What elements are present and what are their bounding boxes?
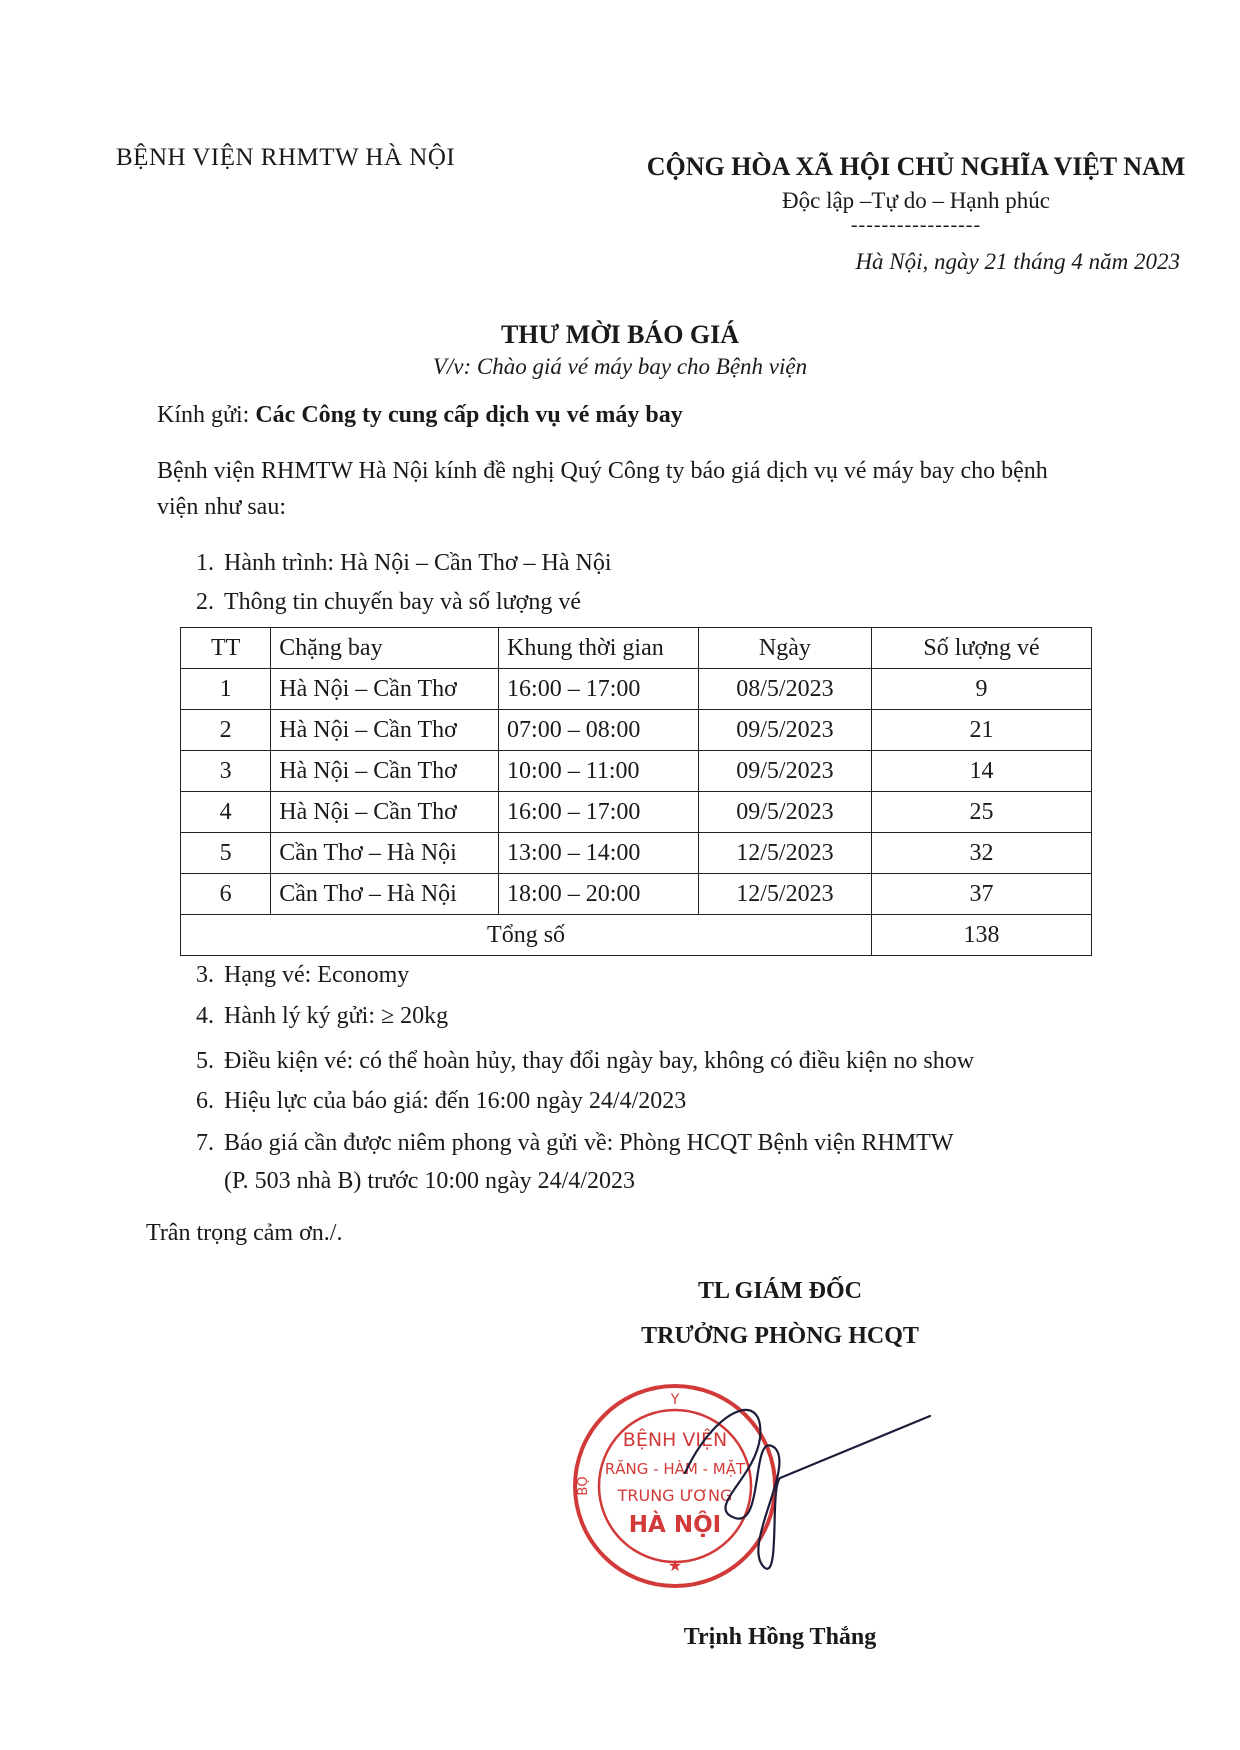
table-cell: 25: [872, 792, 1092, 833]
signatory-title: TL GIÁM ĐỐC: [697, 1278, 862, 1304]
table-cell: 14: [872, 751, 1092, 792]
seal-line-3: TRUNG ƯƠNG: [617, 1486, 733, 1505]
flight-table: [180, 627, 1092, 956]
table-cell: 1: [181, 669, 271, 710]
document-date: Hà Nội, ngày 21 tháng 4 năm 2023: [855, 249, 1180, 274]
column-header: Ngày: [698, 628, 871, 669]
table-cell: Cần Thơ – Hà Nội: [271, 874, 499, 915]
organization-name: BỆNH VIỆN RHMTW HÀ NỘI: [116, 144, 456, 171]
table-cell: 9: [872, 669, 1092, 710]
national-motto: Độc lập –Tự do – Hạnh phúc: [782, 188, 1050, 213]
table-cell: 3: [181, 751, 271, 792]
table-cell: 12/5/2023: [698, 833, 871, 874]
table-cell: 07:00 – 08:00: [499, 710, 699, 751]
document-title: THƯ MỜI BÁO GIÁ: [500, 320, 740, 349]
table-cell: Hà Nội – Cần Thơ: [271, 792, 499, 833]
column-header: Khung thời gian: [499, 628, 699, 669]
list-item: [180, 1130, 954, 1157]
seal-line-2: RĂNG - HÀM - MẶT: [604, 1460, 746, 1478]
table-cell: Cần Thơ – Hà Nội: [271, 833, 499, 874]
header-separator: -----------------: [850, 214, 982, 236]
table-cell: 5: [181, 833, 271, 874]
intro-paragraph: Bệnh viện RHMTW Hà Nội kính đề nghị Quý Công ty báo giá dịch vụ vé máy bay cho bệnh viện như sau:: [157, 458, 1048, 520]
nation-heading: CỘNG HÒA XÃ HỘI CHỦ NGHĨA VIỆT NAM: [646, 152, 1186, 181]
list-item-number: 6.: [196, 1088, 214, 1114]
list-item-text: Hạng vé: Economy: [224, 962, 410, 988]
table-row: [181, 751, 1092, 792]
list-item-number: 3.: [196, 962, 214, 988]
table-row: [181, 710, 1092, 751]
table-cell: 6: [181, 874, 271, 915]
list-item: [180, 589, 581, 616]
table-cell: 12/5/2023: [698, 874, 871, 915]
signatory-position: TRƯỞNG PHÒNG HCQT: [641, 1323, 919, 1349]
list-item-number: 2.: [196, 589, 214, 615]
table-cell: 21: [872, 710, 1092, 751]
table-cell: 18:00 – 20:00: [499, 874, 699, 915]
list-item: [180, 550, 612, 577]
table-cell: Hà Nội – Cần Thơ: [271, 669, 499, 710]
table-cell: 13:00 – 14:00: [499, 833, 699, 874]
column-header: Chặng bay: [271, 628, 499, 669]
table-row: [181, 833, 1092, 874]
list-item-number: 7.: [196, 1130, 214, 1156]
list-item: [180, 1048, 974, 1075]
list-item-text: Hành trình: Hà Nội – Cần Thơ – Hà Nội: [224, 550, 612, 576]
total-label: Tổng số: [181, 915, 872, 956]
table-total-row: [181, 915, 1092, 956]
greeting-recipient: Các Công ty cung cấp dịch vụ vé máy bay: [255, 402, 683, 428]
signer-name: Trịnh Hồng Thắng: [683, 1624, 877, 1650]
seal-line-4: HÀ NỘI: [628, 1512, 722, 1538]
table-row: [181, 792, 1092, 833]
column-header: TT: [181, 628, 271, 669]
seal-star-icon: ★: [667, 1556, 683, 1575]
seal-rim-left: BỘ: [576, 1476, 591, 1496]
closing-thanks: Trân trọng cảm ơn./.: [146, 1220, 343, 1246]
table-cell: 16:00 – 17:00: [499, 792, 699, 833]
list-item-text: Hiệu lực của báo giá: đến 16:00 ngày 24/4/2023: [224, 1088, 687, 1114]
table-header-row: [181, 628, 1092, 669]
list-item-text: Hành lý ký gửi: ≥ 20kg: [224, 1003, 449, 1029]
table-cell: 09/5/2023: [698, 792, 871, 833]
list-item: [180, 1003, 448, 1030]
list-item-text: Thông tin chuyến bay và số lượng vé: [224, 589, 581, 615]
seal-and-signature-graphic: [565, 1368, 965, 1608]
table-cell: 08/5/2023: [698, 669, 871, 710]
list-item: [180, 962, 409, 989]
document-subject: V/v: Chào giá vé máy bay cho Bệnh viện: [432, 354, 808, 379]
table-row: [181, 874, 1092, 915]
list-item: [180, 1088, 686, 1115]
table-cell: 09/5/2023: [698, 710, 871, 751]
table-cell: Hà Nội – Cần Thơ: [271, 751, 499, 792]
column-header: Số lượng vé: [872, 628, 1092, 669]
list-item-text: Điều kiện vé: có thể hoàn hủy, thay đổi ngày bay, không có điều kiện no show: [224, 1048, 975, 1074]
greeting-label: Kính gửi:: [157, 402, 250, 428]
table-cell: 4: [181, 792, 271, 833]
seal-line-1: BỆNH VIỆN: [622, 1429, 728, 1451]
table-cell: Hà Nội – Cần Thơ: [271, 710, 499, 751]
list-item-number: 4.: [196, 1003, 214, 1029]
table-cell: 16:00 – 17:00: [499, 669, 699, 710]
list-item-text: Báo giá cần được niêm phong và gửi về: Phòng HCQT Bệnh viện RHMTW: [224, 1130, 954, 1156]
list-item-continuation: (P. 503 nhà B) trước 10:00 ngày 24/4/2023: [224, 1168, 635, 1194]
table-cell: 09/5/2023: [698, 751, 871, 792]
list-item-number: 1.: [196, 550, 214, 576]
table-row: [181, 669, 1092, 710]
table-cell: 37: [872, 874, 1092, 915]
greeting: [157, 402, 683, 429]
table-cell: 32: [872, 833, 1092, 874]
list-item-number: 5.: [196, 1048, 214, 1074]
table-cell: 10:00 – 11:00: [499, 751, 699, 792]
total-value: 138: [872, 915, 1092, 956]
table-cell: 2: [181, 710, 271, 751]
seal-rim-top: Y: [670, 1392, 680, 1408]
official-seal: [565, 1368, 965, 1613]
